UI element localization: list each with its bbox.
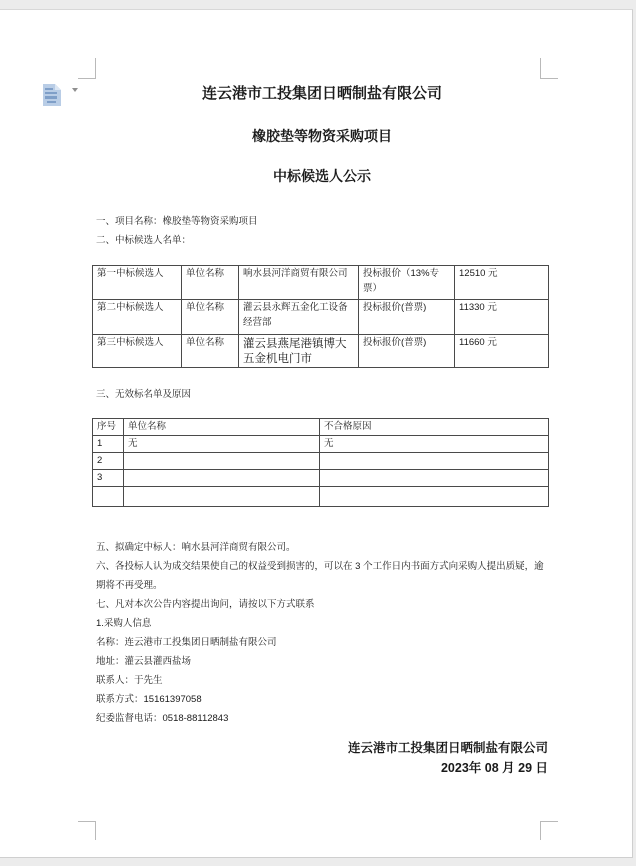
unit-label: 单位名称 bbox=[182, 335, 239, 368]
contact-phone: 联系方式：15161397058 bbox=[96, 694, 202, 705]
candidates-table bbox=[92, 265, 549, 368]
supervision-phone: 纪委监督电话：0518-88112843 bbox=[96, 713, 229, 724]
unit-label: 单位名称 bbox=[182, 266, 239, 300]
price-label: 投标报价(普票) bbox=[359, 335, 455, 368]
section-2-candidates-heading: 二、中标候选人名单： bbox=[96, 235, 192, 246]
cell-reason: 无 bbox=[320, 436, 549, 453]
invalid-bids-table bbox=[92, 418, 549, 507]
candidate-rank: 第二中标候选人 bbox=[93, 300, 182, 335]
unit-value: 响水县河洋商贸有限公司 bbox=[239, 266, 359, 300]
contact-person: 联系人：于先生 bbox=[96, 675, 163, 686]
price-value: 11330 元 bbox=[455, 300, 549, 335]
col-header-index: 序号 bbox=[93, 419, 124, 436]
margin-crop-mark-bottom-left bbox=[78, 821, 96, 840]
unit-value: 灌云县燕尾港镇博大五金机电门市 bbox=[239, 335, 359, 368]
cell-unit: 无 bbox=[124, 436, 320, 453]
cell-unit bbox=[124, 453, 320, 470]
section-5-winner: 五、拟确定中标人：响水县河洋商贸有限公司。 bbox=[96, 542, 296, 553]
section-1-project-name: 一、项目名称：橡胶垫等物资采购项目 bbox=[96, 216, 258, 227]
cell-unit bbox=[124, 487, 320, 507]
cell-reason bbox=[320, 453, 549, 470]
buyer-info-heading: 1.采购人信息 bbox=[96, 618, 152, 629]
signature-company: 连云港市工投集团日晒制盐有限公司 bbox=[347, 741, 548, 755]
doc-title-company: 连云港市工投集团日晒制盐有限公司 bbox=[201, 85, 442, 102]
section-3-invalid-heading: 三、无效标名单及原因 bbox=[96, 389, 192, 400]
candidate-rank: 第一中标候选人 bbox=[93, 266, 182, 300]
margin-crop-mark-top-right bbox=[540, 58, 558, 79]
table-row bbox=[93, 487, 549, 507]
cell-index: 3 bbox=[93, 470, 124, 487]
cell-unit bbox=[124, 470, 320, 487]
section-6-objection: 六、各投标人认为成交结果使自己的权益受到损害的，可以在 3 个工作日内书面方式向采购人提出质疑，逾期将不再受理。 bbox=[96, 561, 544, 591]
table-row bbox=[93, 470, 549, 487]
doc-title-project: 橡胶垫等物资采购项目 bbox=[252, 128, 392, 144]
margin-crop-mark-top-left bbox=[78, 58, 96, 79]
table-row bbox=[93, 300, 549, 335]
price-value: 12510 元 bbox=[455, 266, 549, 300]
signature-block bbox=[96, 738, 548, 778]
col-header-unit: 单位名称 bbox=[124, 419, 320, 436]
margin-crop-mark-bottom-right bbox=[540, 821, 558, 840]
table-row bbox=[93, 453, 549, 470]
signature-date: 2023年 08 月 29 日 bbox=[440, 761, 548, 775]
unit-value: 灌云县永辉五金化工设备经营部 bbox=[239, 300, 359, 335]
section-7-contact: 七、凡对本次公告内容提出询问，请按以下方式联系 bbox=[96, 599, 315, 610]
chevron-down-icon[interactable] bbox=[71, 92, 80, 100]
cell-index: 1 bbox=[93, 436, 124, 453]
table-row bbox=[93, 266, 549, 300]
cell-reason bbox=[320, 470, 549, 487]
buyer-address: 地址：灌云县灌西盐场 bbox=[96, 656, 192, 667]
cell-reason bbox=[320, 487, 549, 507]
table-row bbox=[93, 335, 549, 368]
table-row bbox=[93, 436, 549, 453]
price-label: 投标报价(普票) bbox=[359, 300, 455, 335]
cell-index: 2 bbox=[93, 453, 124, 470]
col-header-reason: 不合格原因 bbox=[320, 419, 549, 436]
cell-index bbox=[93, 487, 124, 507]
doc-title-announcement: 中标候选人公示 bbox=[273, 168, 371, 184]
price-label: 投标报价（13%专票） bbox=[359, 266, 455, 300]
table-header-row bbox=[93, 419, 549, 436]
price-value: 11660 元 bbox=[455, 335, 549, 368]
candidate-rank: 第三中标候选人 bbox=[93, 335, 182, 368]
buyer-name: 名称：连云港市工投集团日晒制盐有限公司 bbox=[96, 637, 277, 648]
document-body bbox=[96, 79, 548, 778]
unit-label: 单位名称 bbox=[182, 300, 239, 335]
paste-options-button[interactable] bbox=[41, 83, 83, 109]
